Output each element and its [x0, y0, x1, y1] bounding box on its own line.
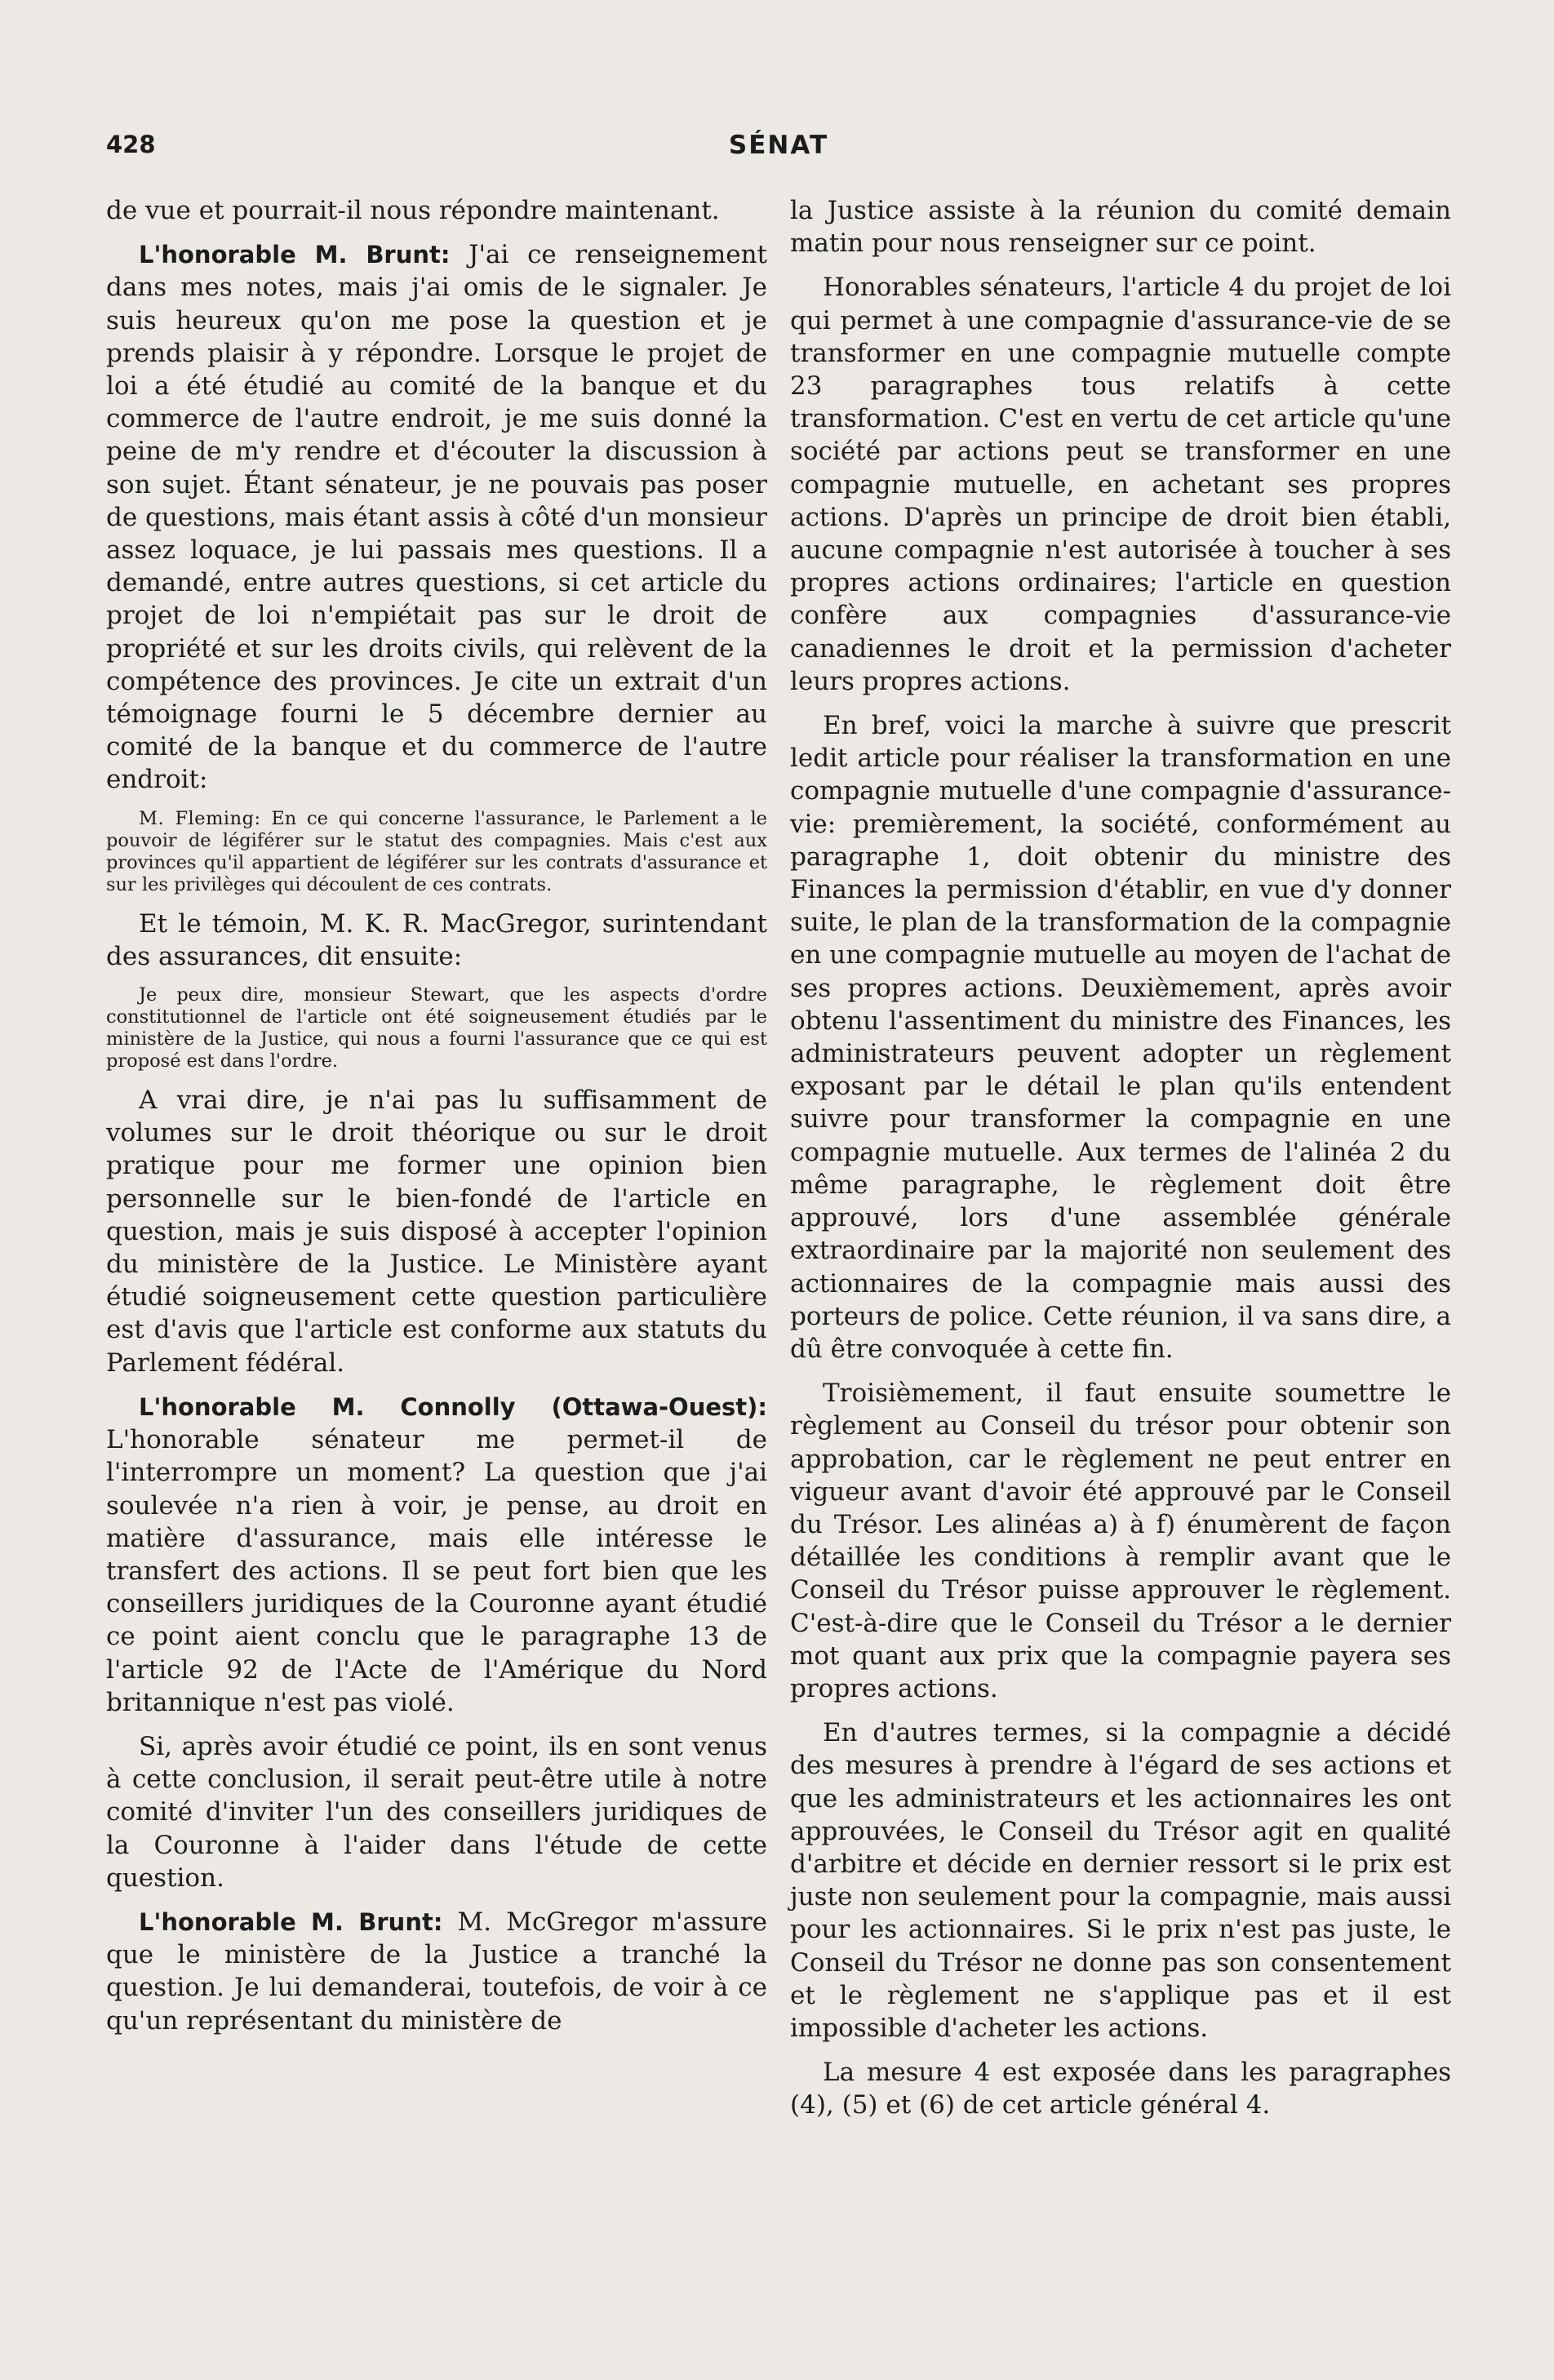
paragraph: A vrai dire, je n'ai pas lu suffisamment de volumes sur le droit théorique ou sur le droit pratique pour me former une opinion bien personnelle sur le bien-fondé de l'article en question, mais je suis disposé à accepter l'opinion du ministère de la Justice. Le Ministère ayant étudié soigneusement cette question particulière est d'avis que l'article est conforme aux statuts du Parlement fédéral. [106, 1086, 767, 1378]
speech-text: J'ai ce renseignement dans mes notes, mais j'ai omis de le signaler. Je suis heureux qu'on me pose la question et je prends plaisir à y répondre. Lorsque le projet de loi a été étudié au comité de la banque et du commerce de l'autre endroit, je me suis donné la peine de m'y rendre et d'écouter la discussion à son sujet. Étant sénateur, je ne pouvais pas poser de questions, mais étant assis à côté d'un monsieur assez loquace, je lui passais mes questions. Il a demandé, entre autres questions, si cet article du projet de loi n'empiétait pas sur le droit de propriété et sur les droits civils, qui relèvent de la compétence des provinces. Je cite un extrait d'un témoignage fourni le 5 décembre dernier au comité de la banque et du commerce de l'autre endroit: [106, 240, 768, 795]
left-column [106, 194, 767, 2049]
paragraph: La mesure 4 est exposée dans les paragraphes (4), (5) et (6) de cet article général 4. [790, 2058, 1451, 2120]
paragraph: Troisièmement, il faut ensuite soumettre le règlement au Conseil du trésor pour obtenir son approbation, car le règlement ne peut entrer en vigueur avant d'avoir été approuvé par le Conseil du Trésor. Les alinéas a) à f) énumèrent de façon détaillée les conditions à remplir avant que le Conseil du Trésor puisse approuver le règlement. C'est-à-dire que le Conseil du Trésor a le dernier mot quant aux prix que la compagnie payera ses propres actions. [790, 1379, 1451, 1703]
speech-paragraph [106, 1906, 767, 2037]
testimony-quote [106, 808, 767, 896]
speaker-name: L'honorable M. Connolly (Ottawa-Ouest): [139, 1392, 767, 1421]
speech-paragraph [106, 238, 767, 796]
paragraph: Si, après avoir étudié ce point, ils en sont venus à cette conclusion, il serait peut-être utile à notre comité d'inviter l'un des conseillers juridiques de la Couronne à l'aider dans l'étude de cette question. [106, 1731, 767, 1893]
speech-text: L'honorable sénateur me permet-il de l'interrompre un moment? La question que j'ai soulevée n'a rien à voir, je pense, au droit en matière d'assurance, mais elle intéresse le transfert des actions. Il se peut fort bien que les conseillers juridiques de la Couronne ayant étudié ce point aient conclu que le paragraphe 13 de l'article 92 de l'Acte de l'Amérique du Nord britannique n'est pas violé. [106, 1425, 767, 1717]
speaker-name: L'honorable M. Brunt: [139, 241, 451, 269]
running-head: SÉNAT [728, 131, 829, 160]
paragraph: de vue et pourrait-il nous répondre maintenant. [106, 196, 720, 225]
speech-text: M. McGregor m'assure que le ministère de la Justice a tranché la question. Je lui demanderai, toutefois, de voir à ce qu'un représentant du ministère de [106, 1907, 767, 2036]
speaker-name: L'honorable M. Brunt: [139, 1907, 443, 1936]
quote-text: En ce qui concerne l'assurance, le Parlement a le pouvoir de légiférer sur le statut des compagnies. Mais c'est aux provinces qu'il appartient de légiférer sur les contrats d'assurance et sur les privilèges qui découlent de ces contrats. [106, 807, 767, 895]
page-number: 428 [106, 131, 156, 158]
paragraph: En bref, voici la marche à suivre que prescrit ledit article pour réaliser la transformation en une compagnie mutuelle d'une compagnie d'assurance-vie: premièrement, la société, conformément au paragraphe 1, doit obtenir du ministre des Finances la permission d'établir, en vue d'y donner suite, le plan de la transformation de la compagnie en une compagnie mutuelle au moyen de l'achat de ses propres actions. Deuxièmement, après avoir obtenu l'assentiment du ministre des Finances, les administrateurs peuvent adopter un règlement exposant par le détail le plan qu'ils entendent suivre pour transformer la compagnie en une compagnie mutuelle. Aux termes de l'alinéa 2 du même paragraphe, le règlement doit être approuvé, lors d'une assemblée générale extraordinaire par la majorité non seulement des actionnaires de la compagnie mais aussi des porteurs de police. Cette réunion, il va sans dire, a dû être convoquée à cette fin. [790, 711, 1451, 1364]
testimony-quote: Je peux dire, monsieur Stewart, que les aspects d'ordre constitutionnel de l'article ont été soigneusement étudiés par le ministère de la Justice, qui nous a fourni l'assurance que ce qui est proposé est dans l'ordre. [106, 984, 767, 1072]
speech-paragraph [106, 1391, 767, 1719]
page-header [106, 131, 1451, 167]
quote-speaker: M. Fleming: [139, 807, 261, 829]
paragraph: Honorables sénateurs, l'article 4 du projet de loi qui permet à une compagnie d'assurance-vie de se transformer en une compagnie mutuelle compte 23 paragraphes tous relatifs à cette transformation. C'est en vertu de cet article qu'une société par actions peut se transformer en une compagnie mutuelle, en achetant ses propres actions. D'après un principe de droit bien établi, aucune compagnie n'est autorisée à toucher à ses propres actions ordinaires; l'article en question confère aux compagnies d'assurance-vie canadiennes le droit et la permission d'acheter leurs propres actions. [790, 273, 1451, 696]
paragraph: Et le témoin, M. K. R. MacGregor, surintendant des assurances, dit ensuite: [106, 908, 767, 971]
right-column [790, 194, 1451, 2134]
paragraph: En d'autres termes, si la compagnie a décidé des mesures à prendre à l'égard de ses actions et que les administrateurs et les actionnaires les ont approuvées, le Conseil du Trésor agit en qualité d'arbitre et décide en dernier ressort si le prix est juste non seulement pour la compagnie, mais aussi pour les actionnaires. Si le prix n'est pas juste, le Conseil du Trésor ne donne pas son consentement et le règlement ne s'applique pas et il est impossible d'acheter les actions. [790, 1718, 1451, 2043]
paragraph: la Justice assiste à la réunion du comité demain matin pour nous renseigner sur ce point. [790, 196, 1451, 259]
